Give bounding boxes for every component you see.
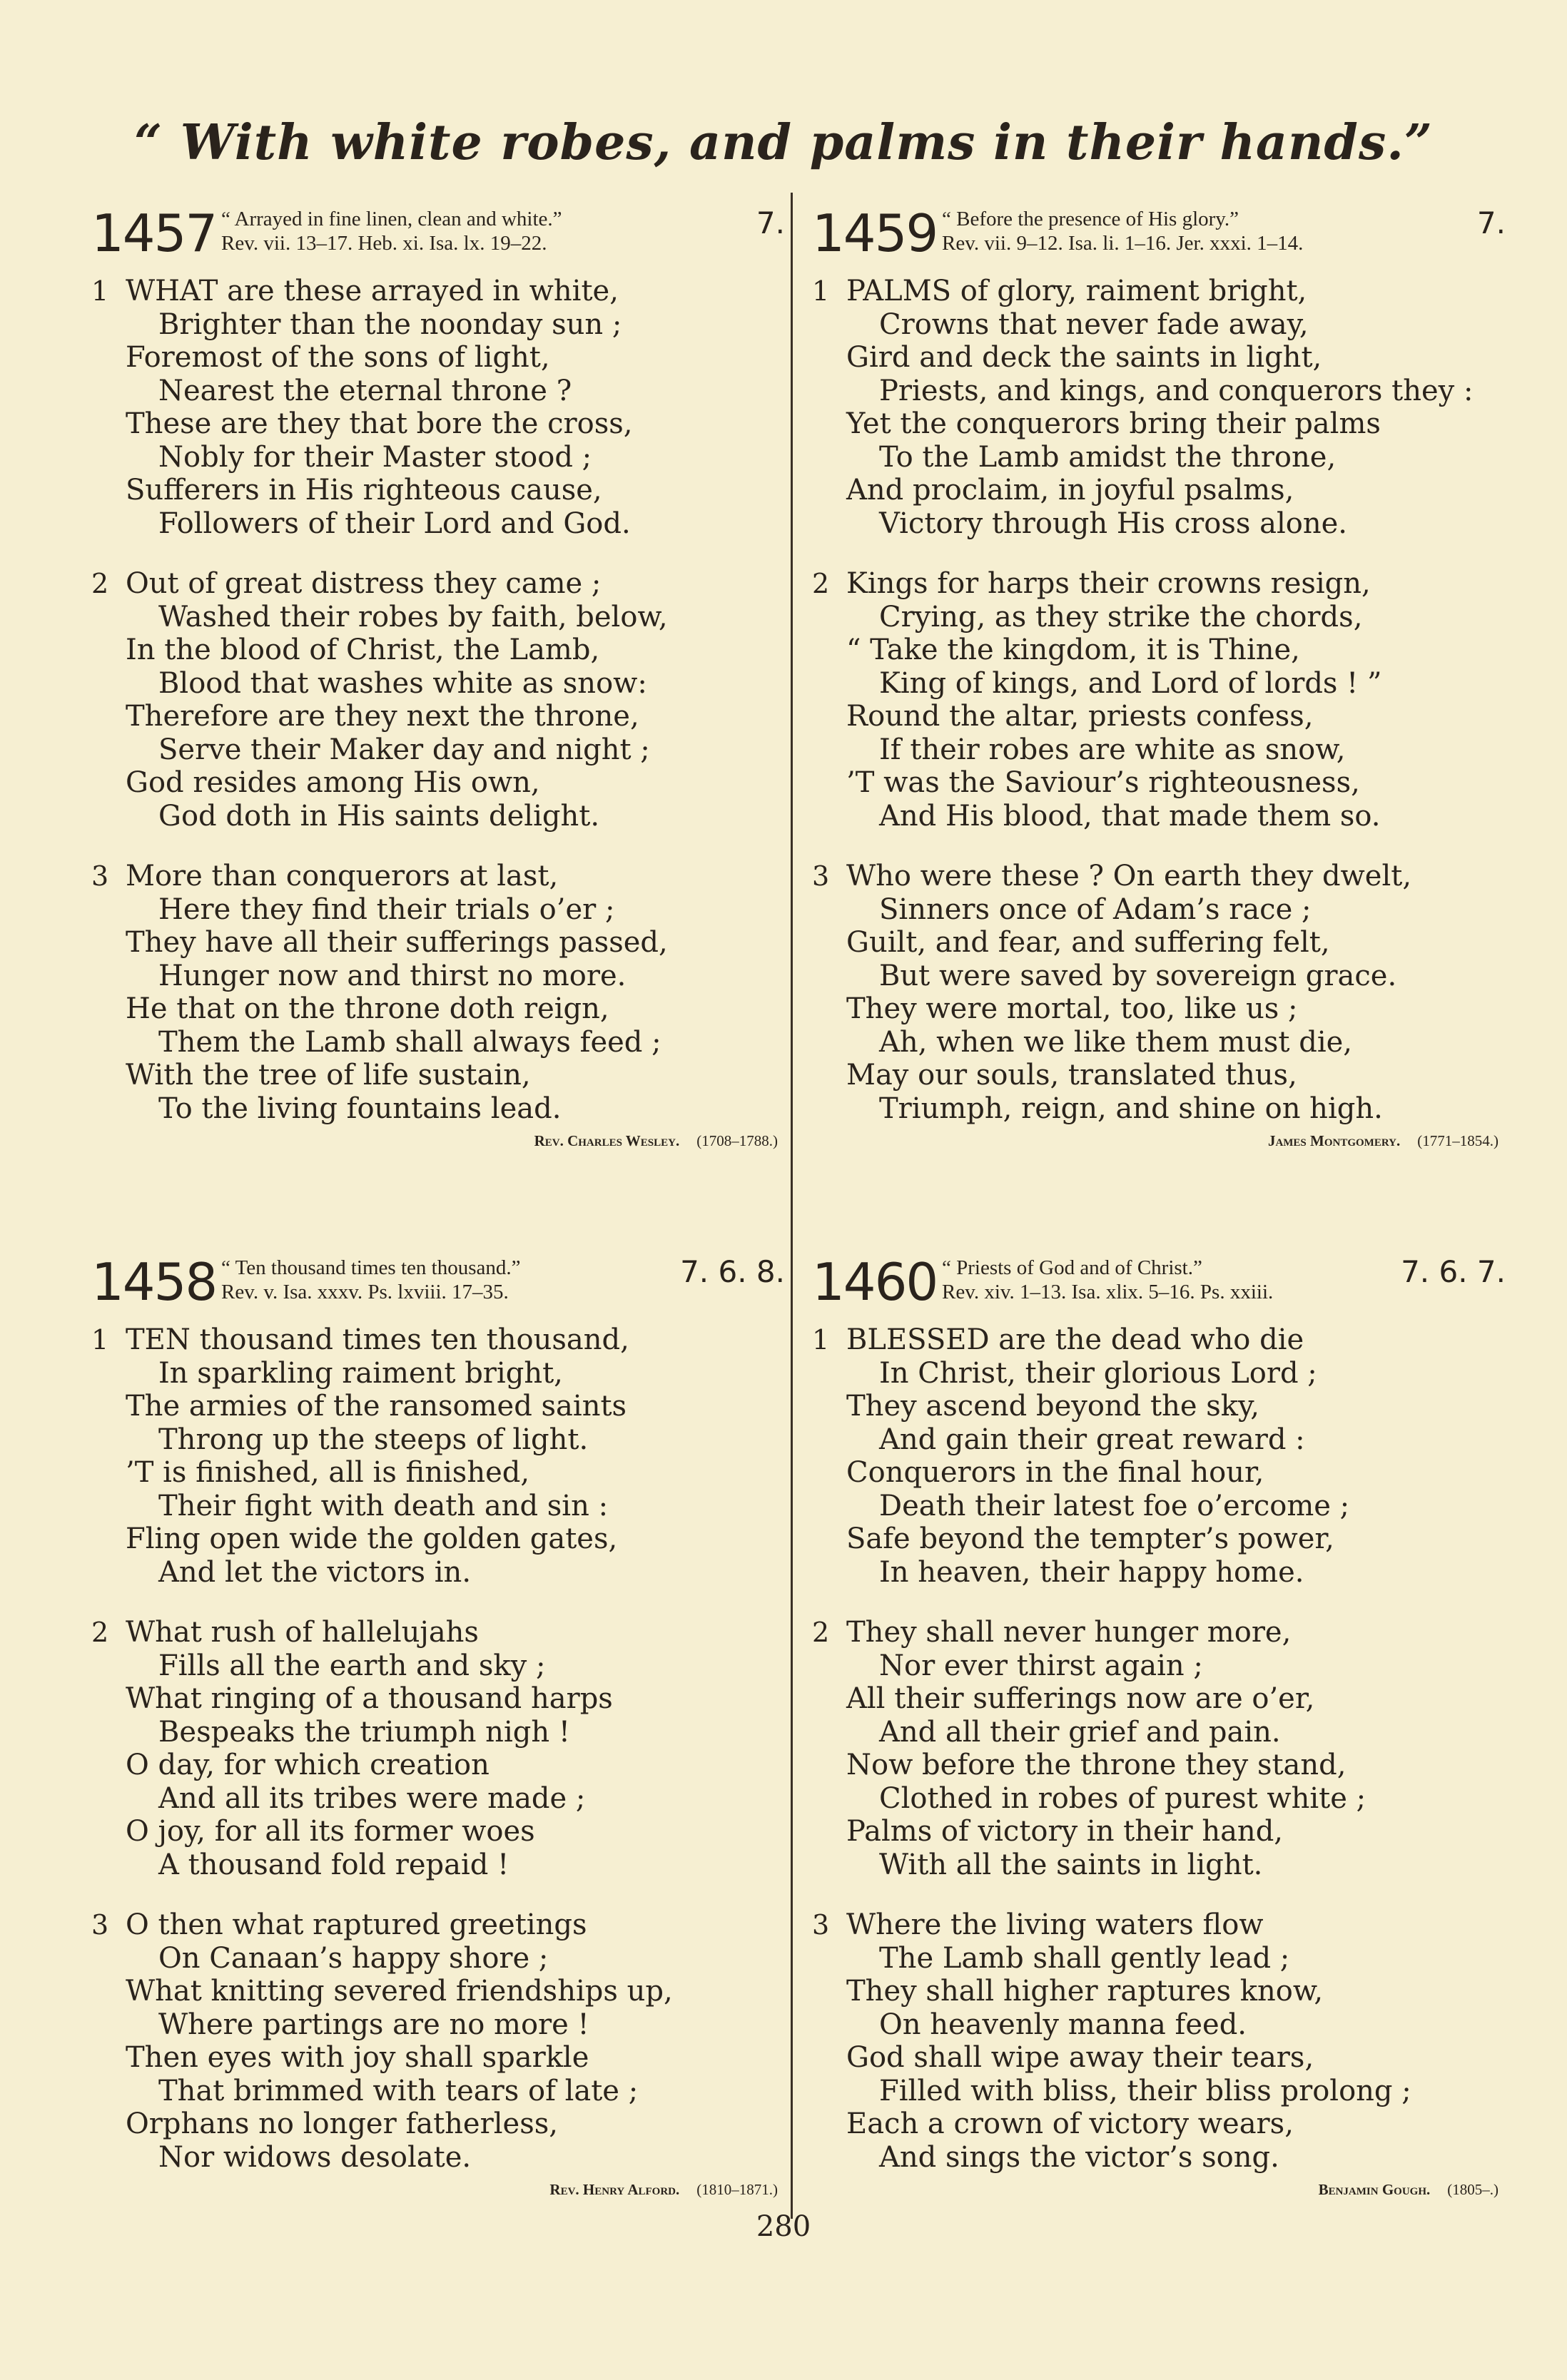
verse-line-text: Brighter than the noonday sun ; xyxy=(158,307,622,341)
verse-line xyxy=(806,341,1506,375)
verse-line xyxy=(86,1423,785,1457)
verse-line xyxy=(806,474,1506,507)
verse-line-text: Then eyes with joy shall sparkle xyxy=(126,2041,589,2074)
verse-line-text: Sinners once of Adam’s race ; xyxy=(879,892,1312,926)
verse-line xyxy=(806,992,1506,1026)
verse-line-text: God doth in His saints delight. xyxy=(158,799,600,833)
verse-line-text: And His blood, that made them so. xyxy=(879,799,1381,833)
verse-line-text: BLESSED are the dead who die xyxy=(846,1323,1304,1356)
verse xyxy=(86,1616,785,1881)
verse-line xyxy=(806,1908,1506,1942)
verse-line xyxy=(806,1848,1506,1882)
verse-line-text: WHAT are these arrayed in white, xyxy=(126,275,619,307)
verse-number: 1 xyxy=(91,275,109,307)
verse xyxy=(86,275,785,540)
verse-line xyxy=(86,275,785,308)
hymn-1458 xyxy=(86,1252,785,2200)
author-name: James Montgomery. xyxy=(1267,1132,1401,1149)
verse-line-text: These are they that bore the cross, xyxy=(126,407,633,440)
verse-line-text: ’T was the Saviour’s righteousness, xyxy=(846,766,1360,799)
verse-line-text: Foremost of the sons of light, xyxy=(126,341,550,374)
scripture-references: Rev. vii. 13–17. Heb. xi. Isa. lx. 19–22. xyxy=(221,232,547,255)
verse-line xyxy=(86,860,785,893)
verse-line xyxy=(806,766,1506,800)
verse-line-text: Safe beyond the tempter’s power, xyxy=(846,1522,1334,1555)
verse-line xyxy=(806,2141,1506,2175)
verse-line xyxy=(86,1716,785,1749)
verse-line xyxy=(806,1649,1506,1683)
verse xyxy=(86,567,785,833)
hymn-header xyxy=(806,203,1506,275)
verse-number: 3 xyxy=(812,860,830,892)
verse-line-text: And let the victors in. xyxy=(158,1555,472,1589)
verse-line xyxy=(86,800,785,833)
verse-line-text: In Christ, their glorious Lord ; xyxy=(879,1356,1317,1390)
verse-line-text: God shall wipe away their tears, xyxy=(846,2041,1314,2074)
verse-line xyxy=(86,1456,785,1490)
verse-line-text: Out of great distress they came ; xyxy=(126,567,602,600)
verse-line xyxy=(86,601,785,634)
verse-line xyxy=(86,567,785,601)
verse-line xyxy=(806,1782,1506,1816)
verse-line xyxy=(806,375,1506,408)
verse-line-text: Priests, and kings, and conquerors they : xyxy=(879,374,1474,407)
verse-line-text: Ah, when we like them must die, xyxy=(879,1025,1353,1059)
verse-line xyxy=(86,1026,785,1059)
verse-line xyxy=(806,893,1506,927)
verse-line-text: They shall never hunger more, xyxy=(846,1616,1292,1649)
verse-line xyxy=(86,1522,785,1556)
verse-line-text: And proclaim, in joyful psalms, xyxy=(846,474,1294,507)
verse-line xyxy=(86,634,785,667)
verse-line-text: Here they find their trials o’er ; xyxy=(158,892,615,926)
verse-line-text: Nor widows desolate. xyxy=(158,2140,472,2174)
verse-line xyxy=(806,1456,1506,1490)
verse-line-text: O day, for which creation xyxy=(126,1749,490,1781)
verse-line xyxy=(806,926,1506,960)
verse xyxy=(86,1323,785,1589)
hymn-meter: 7. 6. 7. xyxy=(1401,1254,1506,1289)
verse-line xyxy=(806,700,1506,733)
verse-line-text: Gird and deck the saints in light, xyxy=(846,341,1322,374)
verse-line-text: And gain their great reward : xyxy=(879,1423,1305,1456)
verse-number: 1 xyxy=(91,1324,109,1356)
scripture-references: Rev. v. Isa. xxxv. Ps. lxviii. 17–35. xyxy=(221,1281,509,1303)
verse-line xyxy=(86,407,785,441)
verse-line-text: Who were these ? On earth they dwelt, xyxy=(846,860,1412,892)
verse-line xyxy=(806,733,1506,767)
verse-line xyxy=(86,1942,785,1975)
hymn-author xyxy=(806,2180,1506,2200)
verse-line-text: To the living fountains lead. xyxy=(158,1092,562,1125)
verse-line xyxy=(806,2075,1506,2108)
author-name: Rev. Henry Alford. xyxy=(549,2181,680,2198)
hymn-number: 1458 xyxy=(91,1252,217,1312)
hymn-author xyxy=(86,2180,785,2200)
author-dates: (1810–1871.) xyxy=(696,2181,778,2198)
hymn-number: 1459 xyxy=(812,203,938,263)
verse-line xyxy=(806,667,1506,701)
verse-line-text: Kings for harps their crowns resign, xyxy=(846,567,1371,600)
verse-line xyxy=(86,1815,785,1848)
verse-line-text: On Canaan’s happy shore ; xyxy=(158,1941,549,1975)
verse-line xyxy=(86,1649,785,1683)
verse-line-text: Where the living waters flow xyxy=(846,1908,1264,1941)
hymn-number: 1460 xyxy=(812,1252,938,1312)
verse-line-text: Crying, as they strike the chords, xyxy=(879,600,1363,634)
verse-line-text: Fills all the earth and sky ; xyxy=(158,1649,546,1682)
verse-line-text: Filled with bliss, their bliss prolong ; xyxy=(879,2074,1411,2107)
verse-line-text: They shall higher raptures know, xyxy=(846,1975,1324,2008)
verse-line-text: What ringing of a thousand harps xyxy=(126,1682,613,1715)
verse xyxy=(806,860,1506,1125)
verse-line-text: The Lamb shall gently lead ; xyxy=(879,1941,1290,1975)
verse-line xyxy=(86,341,785,375)
verse-line-text: More than conquerors at last, xyxy=(126,860,559,892)
verse-line-text: That brimmed with tears of late ; xyxy=(158,2074,639,2107)
hymn-author xyxy=(806,1131,1506,1151)
verse-line-text: Fling open wide the golden gates, xyxy=(126,1522,618,1555)
verse-line xyxy=(86,992,785,1026)
hymn-title: “ Before the presence of His glory.” xyxy=(942,208,1239,230)
hymn-meter: 7. 6. 8. xyxy=(680,1254,785,1289)
verse-line xyxy=(806,1616,1506,1649)
verse-line-text: What rush of hallelujahs xyxy=(126,1616,479,1649)
verse-line xyxy=(806,1815,1506,1848)
verse-line xyxy=(806,1749,1506,1782)
verse-line-text: Death their latest foe o’ercome ; xyxy=(879,1489,1350,1522)
verse-line xyxy=(86,1749,785,1782)
verse-line xyxy=(806,2107,1506,2141)
verse xyxy=(806,1323,1506,1589)
hymn-1457 xyxy=(86,203,785,1151)
verse-number: 1 xyxy=(812,275,830,307)
verse-line xyxy=(86,1782,785,1816)
verse-line xyxy=(86,667,785,701)
verse-line xyxy=(806,1556,1506,1590)
verse-line xyxy=(86,700,785,733)
verse-line-text: And sings the victor’s song. xyxy=(879,2140,1279,2174)
verse-line-text: TEN thousand times ten thousand, xyxy=(126,1323,629,1356)
verse-line-text: He that on the throne doth reign, xyxy=(126,992,609,1025)
verse-line-text: Serve their Maker day and night ; xyxy=(158,733,650,766)
verse-line xyxy=(806,1026,1506,1059)
verse-line-text: God resides among His own, xyxy=(126,766,540,799)
hymn-title: “ Arrayed in fine linen, clean and white.” xyxy=(221,208,562,230)
verse-line-text: And all its tribes were made ; xyxy=(158,1781,586,1815)
verse-line-text: O then what raptured greetings xyxy=(126,1908,587,1941)
verse-line-text: All their sufferings now are o’er, xyxy=(846,1682,1315,1715)
verse xyxy=(806,567,1506,833)
verse xyxy=(806,1908,1506,2174)
verse-line xyxy=(86,1556,785,1590)
verse-line-text: May our souls, translated thus, xyxy=(846,1059,1297,1092)
verse-line xyxy=(86,1908,785,1942)
author-dates: (1708–1788.) xyxy=(696,1132,778,1149)
verse-line-text: In sparkling raiment bright, xyxy=(158,1356,563,1390)
verse-line xyxy=(806,1059,1506,1092)
verse-line xyxy=(806,601,1506,634)
verse-line xyxy=(806,860,1506,893)
verse-line xyxy=(86,1975,785,2008)
verse-line-text: If their robes are white as snow, xyxy=(879,733,1346,766)
verse-line xyxy=(86,926,785,960)
verse-line-text: In the blood of Christ, the Lamb, xyxy=(126,634,600,666)
verse-line-text: ’T is finished, all is finished, xyxy=(126,1456,530,1489)
verse-line xyxy=(806,1323,1506,1357)
hymn-meter: 7. xyxy=(1476,205,1506,240)
verse-line xyxy=(86,474,785,507)
verse-line xyxy=(86,960,785,993)
verse-line xyxy=(806,634,1506,667)
verse-number: 2 xyxy=(91,1617,109,1648)
verse-line-text: King of kings, and Lord of lords ! ” xyxy=(879,666,1382,700)
verse-line-text: Triumph, reign, and shine on high. xyxy=(879,1092,1383,1125)
author-dates: (1805–.) xyxy=(1447,2181,1498,2198)
verse-line xyxy=(86,1323,785,1357)
verse-line-text: Each a crown of victory wears, xyxy=(846,2107,1294,2140)
verse-line-text: Crowns that never fade away, xyxy=(879,307,1309,341)
verse-line-text: Guilt, and fear, and suffering felt, xyxy=(846,926,1330,959)
verse-number: 3 xyxy=(91,1909,109,1941)
verse-line-text: PALMS of glory, raiment bright, xyxy=(846,275,1307,307)
verse-line xyxy=(806,1522,1506,1556)
verse-line-text: What knitting severed friendships up, xyxy=(126,1975,673,2008)
page-title: “ With white robes, and palms in their hands.” xyxy=(133,114,1434,171)
verse-line xyxy=(806,407,1506,441)
verse-line xyxy=(86,893,785,927)
verse-line-text: Nor ever thirst again ; xyxy=(879,1649,1203,1682)
verse-line-text: Round the altar, priests confess, xyxy=(846,700,1314,733)
verse-line-text: Washed their robes by faith, below, xyxy=(158,600,668,634)
verse-line xyxy=(806,960,1506,993)
verse-line xyxy=(86,2141,785,2175)
hymn-author xyxy=(86,1131,785,1151)
verse-line-text: Hunger now and thirst no more. xyxy=(158,959,627,992)
verse-line xyxy=(86,1848,785,1882)
verse-line-text: To the Lamb amidst the throne, xyxy=(879,440,1337,474)
hymn-title: “ Priests of God and of Christ.” xyxy=(942,1256,1202,1279)
verse-line xyxy=(86,375,785,408)
verse-line-text: But were saved by sovereign grace. xyxy=(879,959,1397,992)
hymn-meter: 7. xyxy=(756,205,785,240)
verse-line-text: In heaven, their happy home. xyxy=(879,1555,1304,1589)
verse-number: 3 xyxy=(812,1909,830,1941)
verse-line xyxy=(806,1390,1506,1423)
verse-number: 2 xyxy=(91,568,109,599)
author-name: Rev. Charles Wesley. xyxy=(534,1132,680,1149)
verse-line-text: Them the Lamb shall always feed ; xyxy=(158,1025,661,1059)
hymn-number: 1457 xyxy=(91,203,217,263)
verse-line-text: They have all their sufferings passed, xyxy=(126,926,668,959)
verse-line-text: Where partings are no more ! xyxy=(158,2008,589,2041)
verse-line xyxy=(806,2008,1506,2042)
verse-number: 3 xyxy=(91,860,109,892)
hymn-header xyxy=(86,1252,785,1323)
verse-line xyxy=(806,567,1506,601)
verse-line-text: They ascend beyond the sky, xyxy=(846,1390,1259,1423)
verse-number: 2 xyxy=(812,1617,830,1648)
verse-line xyxy=(86,1682,785,1716)
verse-line xyxy=(806,1423,1506,1457)
verse-line-text: Bespeaks the triumph nigh ! xyxy=(158,1715,570,1749)
hymn-title: “ Ten thousand times ten thousand.” xyxy=(221,1256,521,1279)
verse-line xyxy=(806,2041,1506,2075)
verse-line xyxy=(86,1616,785,1649)
scripture-references: Rev. xiv. 1–13. Isa. xlix. 5–16. Ps. xxiii. xyxy=(942,1281,1274,1303)
scripture-references: Rev. vii. 9–12. Isa. li. 1–16. Jer. xxxi. 1–14. xyxy=(942,232,1304,255)
verse-line-text: Clothed in robes of purest white ; xyxy=(879,1781,1366,1815)
verse-line-text: Orphans no longer fatherless, xyxy=(126,2107,558,2140)
verse-line-text: Palms of victory in their hand, xyxy=(846,1815,1284,1848)
verse-line-text: Blood that washes white as snow: xyxy=(158,666,647,700)
verse-line-text: Nearest the eternal throne ? xyxy=(158,374,572,407)
verse-line-text: O joy, for all its former woes xyxy=(126,1815,535,1848)
verse-line xyxy=(806,1357,1506,1390)
verse-line xyxy=(86,507,785,541)
verse-line xyxy=(806,800,1506,833)
page-number: 280 xyxy=(756,2210,811,2243)
verse-line-text: On heavenly manna feed. xyxy=(879,2008,1247,2041)
verse-line xyxy=(86,2041,785,2075)
verse-line-text: Therefore are they next the throne, xyxy=(126,700,639,733)
verse xyxy=(806,275,1506,540)
column-divider xyxy=(791,193,793,2219)
verse-line xyxy=(86,1390,785,1423)
verse-line xyxy=(86,733,785,767)
verse-line xyxy=(806,1975,1506,2008)
verse-line-text: A thousand fold repaid ! xyxy=(158,1848,509,1881)
verse-number: 2 xyxy=(812,568,830,599)
verse-line xyxy=(806,1490,1506,1523)
verse-line xyxy=(806,1682,1506,1716)
verse-line xyxy=(806,1942,1506,1975)
verse-line-text: “ Take the kingdom, it is Thine, xyxy=(846,634,1300,666)
verse-line-text: Nobly for their Master stood ; xyxy=(158,440,592,474)
verse-line xyxy=(806,308,1506,342)
verse-line xyxy=(806,1092,1506,1126)
verse-line xyxy=(806,507,1506,541)
hymn-header xyxy=(86,203,785,275)
verse-number: 1 xyxy=(812,1324,830,1356)
verse-line-text: With all the saints in light. xyxy=(879,1848,1263,1881)
verse xyxy=(86,860,785,1125)
verse-line-text: Victory through His cross alone. xyxy=(879,507,1348,540)
hymn-1459 xyxy=(806,203,1506,1151)
verse-line xyxy=(86,1357,785,1390)
verse-line xyxy=(86,1092,785,1126)
hymn-1460 xyxy=(806,1252,1506,2200)
verse-line-text: The armies of the ransomed saints xyxy=(126,1390,627,1423)
verse-line-text: Conquerors in the final hour, xyxy=(846,1456,1264,1489)
verse-line xyxy=(86,1490,785,1523)
verse-line xyxy=(86,766,785,800)
verse-line xyxy=(806,441,1506,474)
verse xyxy=(86,1908,785,2174)
verse-line xyxy=(86,441,785,474)
author-name: Benjamin Gough. xyxy=(1318,2181,1431,2198)
verse-line-text: And all their grief and pain. xyxy=(879,1715,1281,1749)
verse-line xyxy=(806,1716,1506,1749)
verse-line-text: Followers of their Lord and God. xyxy=(158,507,631,540)
verse-line xyxy=(86,308,785,342)
verse-line-text: They were mortal, too, like us ; xyxy=(846,992,1298,1025)
verse-line xyxy=(86,2008,785,2042)
verse-line xyxy=(86,1059,785,1092)
verse-line xyxy=(806,275,1506,308)
verse-line-text: Now before the throne they stand, xyxy=(846,1749,1347,1781)
author-dates: (1771–1854.) xyxy=(1417,1132,1498,1149)
verse-line-text: Sufferers in His righteous cause, xyxy=(126,474,602,507)
hymn-header xyxy=(806,1252,1506,1323)
verse xyxy=(806,1616,1506,1881)
verse-line xyxy=(86,2075,785,2108)
verse-line-text: Yet the conquerors bring their palms xyxy=(846,407,1381,440)
verse-line xyxy=(86,2107,785,2141)
verse-line-text: With the tree of life sustain, xyxy=(126,1059,531,1092)
verse-line-text: Throng up the steeps of light. xyxy=(158,1423,589,1456)
verse-line-text: Their fight with death and sin : xyxy=(158,1489,609,1522)
